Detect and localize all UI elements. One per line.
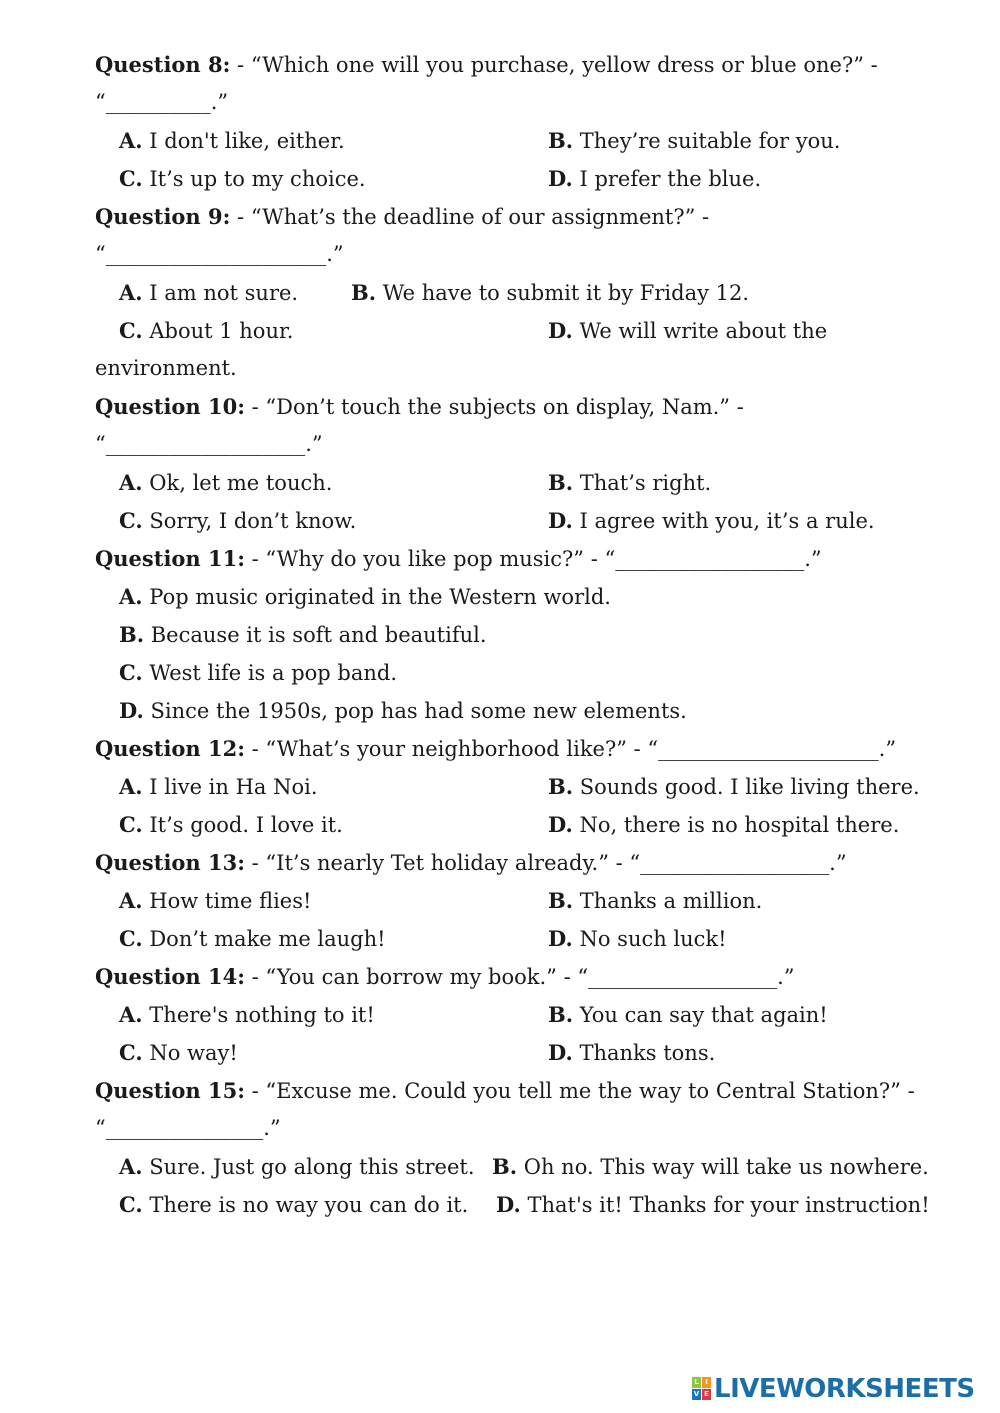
option-c[interactable]: C. It’s good. I love it. [119,812,343,837]
question-number: Question 13: [95,850,245,875]
option-a[interactable]: A. Ok, let me touch. [119,470,333,495]
question-stem [95,966,794,988]
option-a[interactable]: A. I am not sure. [119,280,299,305]
question-number: Question 14: [95,964,245,989]
option-a[interactable]: A. I don't like, either. [119,128,345,153]
question-number: Question 9: [95,204,231,229]
question-number: Question 15: [95,1078,245,1103]
option-c[interactable]: C. About 1 hour. [119,318,294,343]
option-d[interactable]: D. No, there is no hospital there. [548,812,900,837]
option-d[interactable]: D. No such luck! [548,926,727,951]
option-b[interactable]: B. Because it is soft and beautiful. [119,622,487,647]
answer-blank: “_____________________.” [95,242,344,266]
question-stem [95,396,744,418]
question-stem [95,738,896,760]
question-stem [95,1080,915,1102]
question-prompt: - “What’s your neighborhood like?” - “_____________________.” [244,737,897,761]
question-number: Question 12: [95,736,245,761]
option-d[interactable]: D. Thanks tons. [548,1040,716,1065]
option-b[interactable]: B. Sounds good. I like living there. [548,774,920,799]
option-d[interactable]: D. I prefer the blue. [548,166,762,191]
option-c[interactable]: C. No way! [119,1040,238,1065]
question-stem [95,54,878,76]
option-d[interactable]: D. We will write about the [548,318,828,343]
option-a[interactable]: A. Pop music originated in the Western world. [119,584,611,609]
question-prompt: - “Why do you like pop music?” - “__________________.” [244,547,822,571]
option-b[interactable]: B. Thanks a million. [548,888,763,913]
option-a[interactable]: A. There's nothing to it! [119,1002,375,1027]
question-prompt: - “You can borrow my book.” - “__________________.” [244,965,795,989]
option-d[interactable]: D. I agree with you, it’s a rule. [548,508,875,533]
option-c[interactable]: C. Don’t make me laugh! [119,926,386,951]
liveworksheets-logo [692,1374,992,1404]
logo-mark-icon: L I V E [692,1377,712,1401]
option-c[interactable]: C. Sorry, I don’t know. [119,508,357,533]
question-prompt: - “Excuse me. Could you tell me the way to Central Station?” - [244,1079,915,1103]
question-number: Question 11: [95,546,245,571]
question-stem [95,852,847,874]
answer-blank: “___________________.” [95,432,323,456]
option-b[interactable]: B. Oh no. This way will take us nowhere. [492,1154,929,1179]
option-d[interactable]: D. Since the 1950s, pop has had some new elements. [119,698,687,723]
question-prompt: - “It’s nearly Tet holiday already.” - “__________________.” [244,851,847,875]
option-c[interactable]: C. West life is a pop band. [119,660,398,685]
question-number: Question 10: [95,394,245,419]
option-d-continued: environment. [95,356,237,380]
logo-text: LIVEWORKSHEETS [714,1374,975,1404]
option-d[interactable]: D. That's it! Thanks for your instruction! [496,1192,930,1217]
question-prompt: - “Don’t touch the subjects on display, Nam.” - [244,395,744,419]
option-b[interactable]: B. They’re suitable for you. [548,128,841,153]
option-c[interactable]: C. There is no way you can do it. [119,1192,469,1217]
option-b[interactable]: B. We have to submit it by Friday 12. [351,280,750,305]
option-a[interactable]: A. I live in Ha Noi. [119,774,318,799]
answer-blank: “__________.” [95,90,229,114]
option-a[interactable]: A. How time flies! [119,888,312,913]
option-c[interactable]: C. It’s up to my choice. [119,166,366,191]
question-stem [95,548,822,570]
question-number: Question 8: [95,52,231,77]
option-a[interactable]: A. Sure. Just go along this street. [119,1154,475,1179]
answer-blank: “_______________.” [95,1116,281,1140]
question-prompt: - “Which one will you purchase, yellow dress or blue one?” - [230,53,878,77]
question-stem [95,206,709,228]
option-b[interactable]: B. That’s right. [548,470,712,495]
question-prompt: - “What’s the deadline of our assignment?” - [230,205,710,229]
option-b[interactable]: B. You can say that again! [548,1002,828,1027]
